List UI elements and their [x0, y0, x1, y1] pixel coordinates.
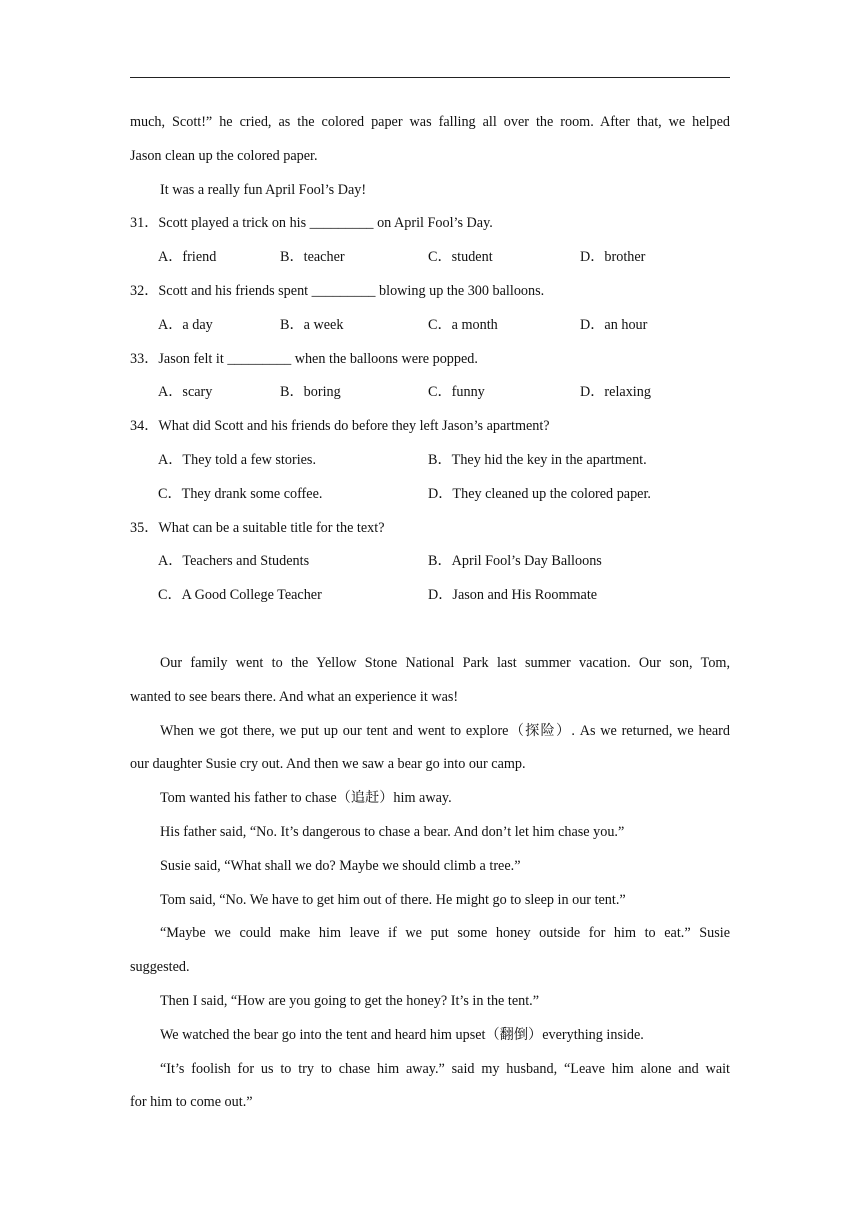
question-31-option-a: A．friend — [158, 249, 217, 266]
passage-b-p7-line-1: “Maybe we could make him leave if we put some honey outside for him to eat.” Susie — [160, 925, 730, 942]
passage-b-p2-line-2: our daughter Susie cry out. And then we saw a bear go into our camp. — [130, 756, 526, 773]
question-35-options-row-1 — [130, 546, 730, 580]
question-31-options — [130, 242, 730, 276]
passage-a-closing: It was a really fun April Fool’s Day! — [160, 181, 367, 198]
question-35-option-c: C．A Good College Teacher — [158, 587, 322, 604]
question-33-option-a: A．scary — [158, 384, 213, 401]
passage-b-p10-line-1: “It’s foolish for us to try to chase him away.” said my husband, “Leave him alone and wait — [160, 1060, 730, 1077]
passage-b-p3: Tom wanted his father to chase（追赶）him away. — [160, 790, 452, 807]
passage-b-p4: His father said, “No. It’s dangerous to chase a bear. And don’t let him chase you.” — [160, 823, 625, 840]
question-34-stem: 34．What did Scott and his friends do before they left Jason’s apartment? — [130, 418, 550, 435]
question-35-stem: 35．What can be a suitable title for the text? — [130, 519, 385, 536]
passage-b-p1-line-2: wanted to see bears there. And what an experience it was! — [130, 688, 459, 705]
page-content — [130, 107, 730, 1121]
question-32-stem: 32．Scott and his friends spent _________ blowing up the 300 balloons. — [130, 282, 545, 299]
question-33-option-c: C．funny — [428, 384, 485, 401]
passage-b-p7-line-2: suggested. — [130, 959, 190, 976]
passage-b-p8: Then I said, “How are you going to get the honey? It’s in the tent.” — [160, 992, 540, 1009]
section-gap — [130, 614, 730, 648]
question-32-option-a: A．a day — [158, 316, 213, 333]
question-33-options — [130, 377, 730, 411]
passage-b-p5: Susie said, “What shall we do? Maybe we should climb a tree.” — [160, 857, 521, 874]
question-32-option-c: C．a month — [428, 316, 498, 333]
question-32-option-b: B．a week — [280, 316, 344, 333]
passage-b-p10-line-2: for him to come out.” — [130, 1094, 253, 1111]
passage-b-p1-line-1: Our family went to the Yellow Stone National Park last summer vacation. Our son, Tom, — [160, 654, 730, 671]
question-31-stem: 31．Scott played a trick on his _________ on April Fool’s Day. — [130, 215, 493, 232]
question-32-options — [130, 310, 730, 344]
question-33-option-d: D．relaxing — [580, 384, 651, 401]
question-33-option-b: B．boring — [280, 384, 341, 401]
passage-a-line-1: much, Scott!” he cried, as the colored paper was falling all over the room. After that, we helped — [130, 114, 730, 130]
question-34-options-row-1 — [130, 445, 730, 479]
question-31-option-d: D．brother — [580, 249, 646, 266]
question-32-option-d: D．an hour — [580, 316, 648, 333]
passage-b-p9: We watched the bear go into the tent and heard him upset（翻倒）everything inside. — [160, 1026, 644, 1043]
passage-a-line-2: Jason clean up the colored paper. — [130, 147, 318, 164]
question-35-option-a: A．Teachers and Students — [158, 553, 310, 570]
question-34-options-row-2 — [130, 479, 730, 513]
question-34-option-a: A．They told a few stories. — [158, 451, 316, 468]
question-35-option-d: D．Jason and His Roommate — [428, 587, 598, 604]
passage-b-p2-line-1: When we got there, we put up our tent and went to explore（探险）. As we returned, we heard — [160, 722, 730, 739]
question-34-option-c: C．They drank some coffee. — [158, 485, 323, 502]
question-35-options-row-2 — [130, 580, 730, 614]
question-31-option-b: B．teacher — [280, 249, 345, 266]
passage-b-p6: Tom said, “No. We have to get him out of there. He might go to sleep in our tent.” — [160, 891, 626, 908]
question-34-option-b: B．They hid the key in the apartment. — [428, 451, 647, 468]
header-rule — [130, 77, 730, 78]
question-33-stem: 33．Jason felt it _________ when the balloons were popped. — [130, 350, 478, 367]
question-34-option-d: D．They cleaned up the colored paper. — [428, 485, 651, 502]
question-31-option-c: C．student — [428, 249, 493, 266]
question-35-option-b: B．April Fool’s Day Balloons — [428, 553, 602, 570]
